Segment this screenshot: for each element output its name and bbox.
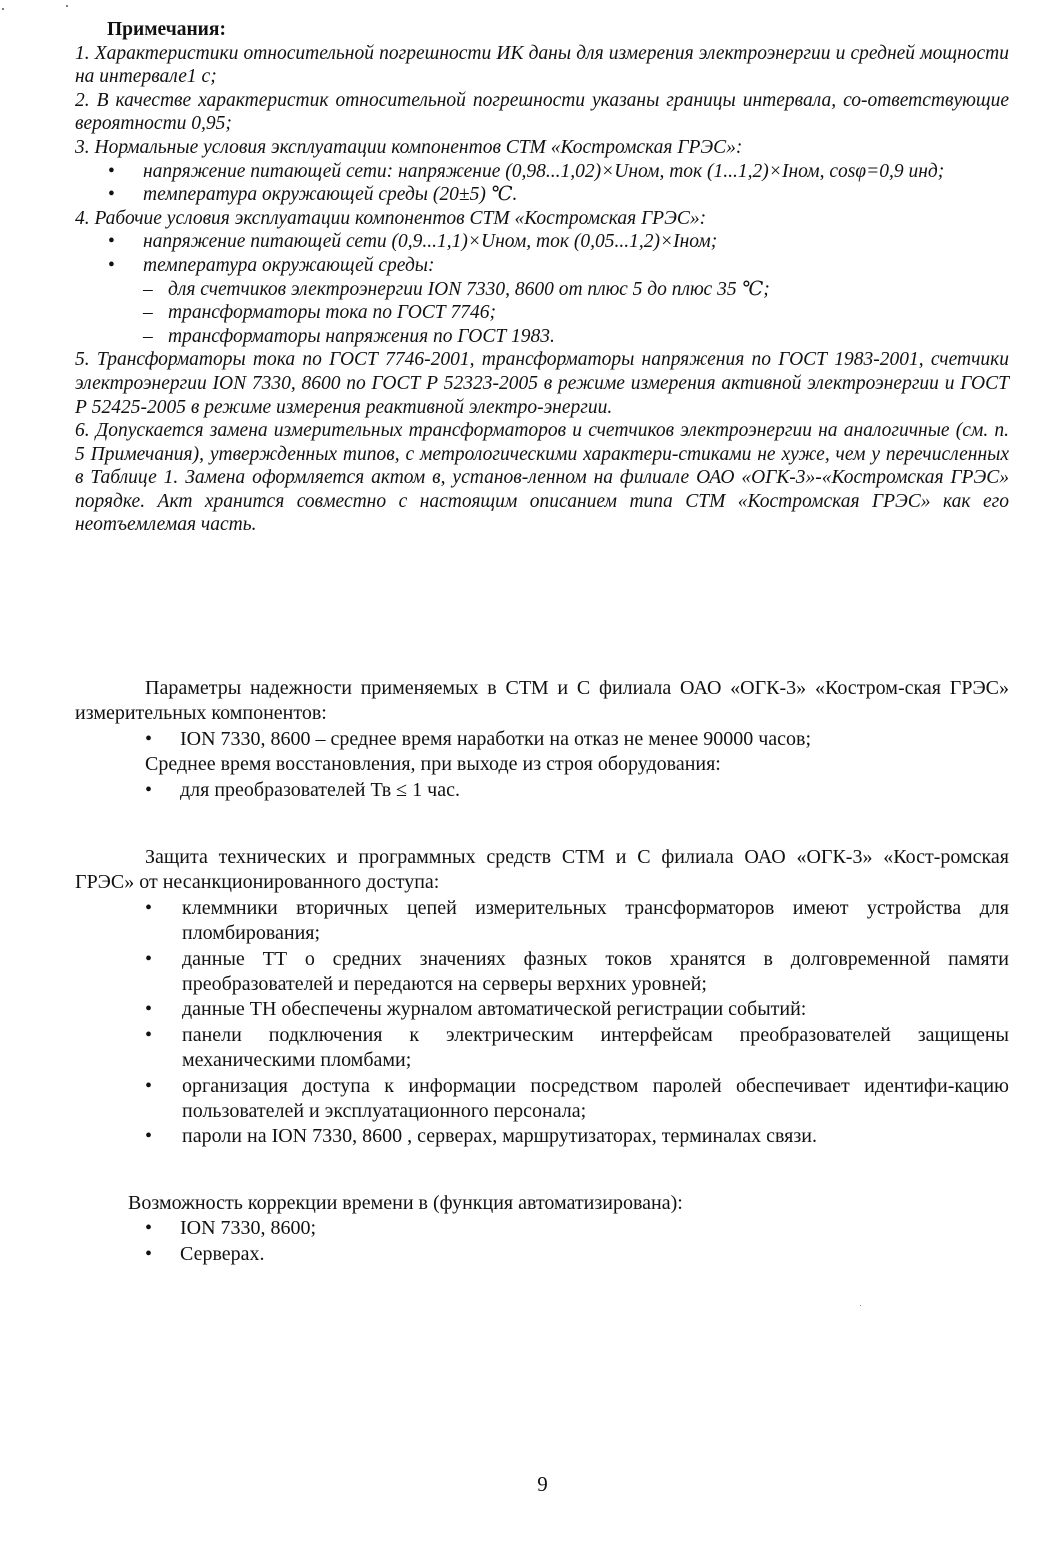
reliability-intro: Параметры надежности применяемых в СТМ и С филиала ОАО «ОГК-3» «Костром-ская ГРЭС» измерительных компонентов:	[75, 677, 1009, 725]
list-item: – для счетчиков электроэнергии ION 7330, 8600 от плюс 5 до плюс 35 ℃;	[75, 278, 1009, 302]
list-item: • температура окружающей среды:	[75, 254, 1009, 278]
note-1: 1. Характеристики относительной погрешности ИК даны для измерения электроэнергии и средней мощности на интервале1 с;	[75, 42, 1009, 88]
recovery-label: Среднее время восстановления, при выходе из строя оборудования:	[145, 753, 721, 776]
time-correction-section	[75, 1191, 1009, 1267]
list-item: – трансформаторы напряжения по ГОСТ 1983.	[75, 325, 1009, 349]
list-item: • организация доступа к информации посредством паролей обеспечивает идентифи-кацию пользователей и эксплуатационного персонала;	[75, 1074, 1009, 1125]
note-2: 2. В качестве характеристик относительной погрешности указаны границы интервала, со-ответствующие вероятности 0,95;	[75, 89, 1009, 135]
note-5: 5. Трансформаторы тока по ГОСТ 7746-2001, трансформаторы напряжения по ГОСТ 1983-2001, счетчики электроэнергии ION 7330, 8600 по ГОСТ Р 52323-2005 в режиме измерения активной электроэнергии и ГОСТ Р 52425-2005 в режиме измерения реактивной электро-энергии.	[75, 349, 1009, 418]
list-item: • данные ТН обеспечены журналом автоматической регистрации событий:	[75, 997, 1009, 1022]
notes-section	[75, 18, 1009, 537]
list-item: • ION 7330, 8600;	[75, 1216, 1009, 1241]
list-item: • данные ТТ о средних значениях фазных токов хранятся в долговременной памяти преобразователей и передаются на серверы верхних уровней;	[75, 947, 1009, 998]
scan-speck	[2, 8, 4, 10]
list-item: • клеммники вторичных цепей измерительных трансформаторов имеют устройства для пломбирования;	[75, 896, 1009, 947]
list-item: • ION 7330, 8600 – среднее время наработки на отказ не менее 90000 часов;	[75, 727, 1009, 752]
reliability-list	[75, 727, 1009, 752]
page-number: 9	[537, 1472, 548, 1496]
time-correction-list	[75, 1216, 1009, 1267]
time-correction-intro: Возможность коррекции времени в (функция автоматизирована):	[128, 1192, 683, 1214]
list-item: • для преобразователей Тв ≤ 1 час.	[75, 778, 1009, 803]
note-4-list	[75, 230, 1009, 277]
note-6: 6. Допускается замена измерительных трансформаторов и счетчиков электроэнергии на аналогичные (см. п. 5 Примечания), утвержденных типов, с метрологическими характери-стиками не хуже, чем у перечисленных в Таблице 1. Замена оформляется актом в, установ-ленном на филиале ОАО «ОГК-3»-«Костромская ГРЭС» порядке. Акт хранится совместно с настоящим описанием типа СТМ «Костромская ГРЭС» как его неотъемлемая часть.	[75, 420, 1009, 536]
protection-section	[75, 845, 1009, 1150]
scan-speck	[860, 1305, 861, 1306]
recovery-list	[75, 778, 1009, 803]
list-item: • панели подключения к электрическим интерфейсам преобразователей защищены механическими пломбами;	[75, 1023, 1009, 1074]
note-4-sublist	[75, 278, 1009, 349]
list-item: • пароли на ION 7330, 8600 , серверах, маршрутизаторах, терминалах связи.	[75, 1124, 1009, 1149]
note-4-title: 4. Рабочие условия эксплуатации компонентов СТМ «Костромская ГРЭС»:	[75, 207, 707, 229]
list-item: • напряжение питающей сети: напряжение (0,98...1,02)×Uном, ток (1...1,2)×Iном, cosφ=0,9 инд;	[75, 160, 1009, 184]
protection-intro: Защита технических и программных средств СТМ и С филиала ОАО «ОГК-3» «Кост-ромская ГРЭС» от несанкционированного доступа:	[75, 846, 1009, 894]
list-item: • температура окружающей среды (20±5) ℃.	[75, 183, 1009, 207]
list-item: • Серверах.	[75, 1242, 1009, 1267]
scan-speck	[66, 5, 68, 7]
list-item: – трансформаторы тока по ГОСТ 7746;	[75, 301, 1009, 325]
notes-heading: Примечания:	[107, 19, 226, 40]
note-3-list	[75, 160, 1009, 207]
list-item: • напряжение питающей сети (0,9...1,1)×Uном, ток (0,05...1,2)×Iном;	[75, 230, 1009, 254]
note-3-title: 3. Нормальные условия эксплуатации компонентов СТМ «Костромская ГРЭС»:	[75, 136, 743, 158]
protection-list	[75, 896, 1009, 1150]
reliability-section	[75, 676, 1009, 803]
